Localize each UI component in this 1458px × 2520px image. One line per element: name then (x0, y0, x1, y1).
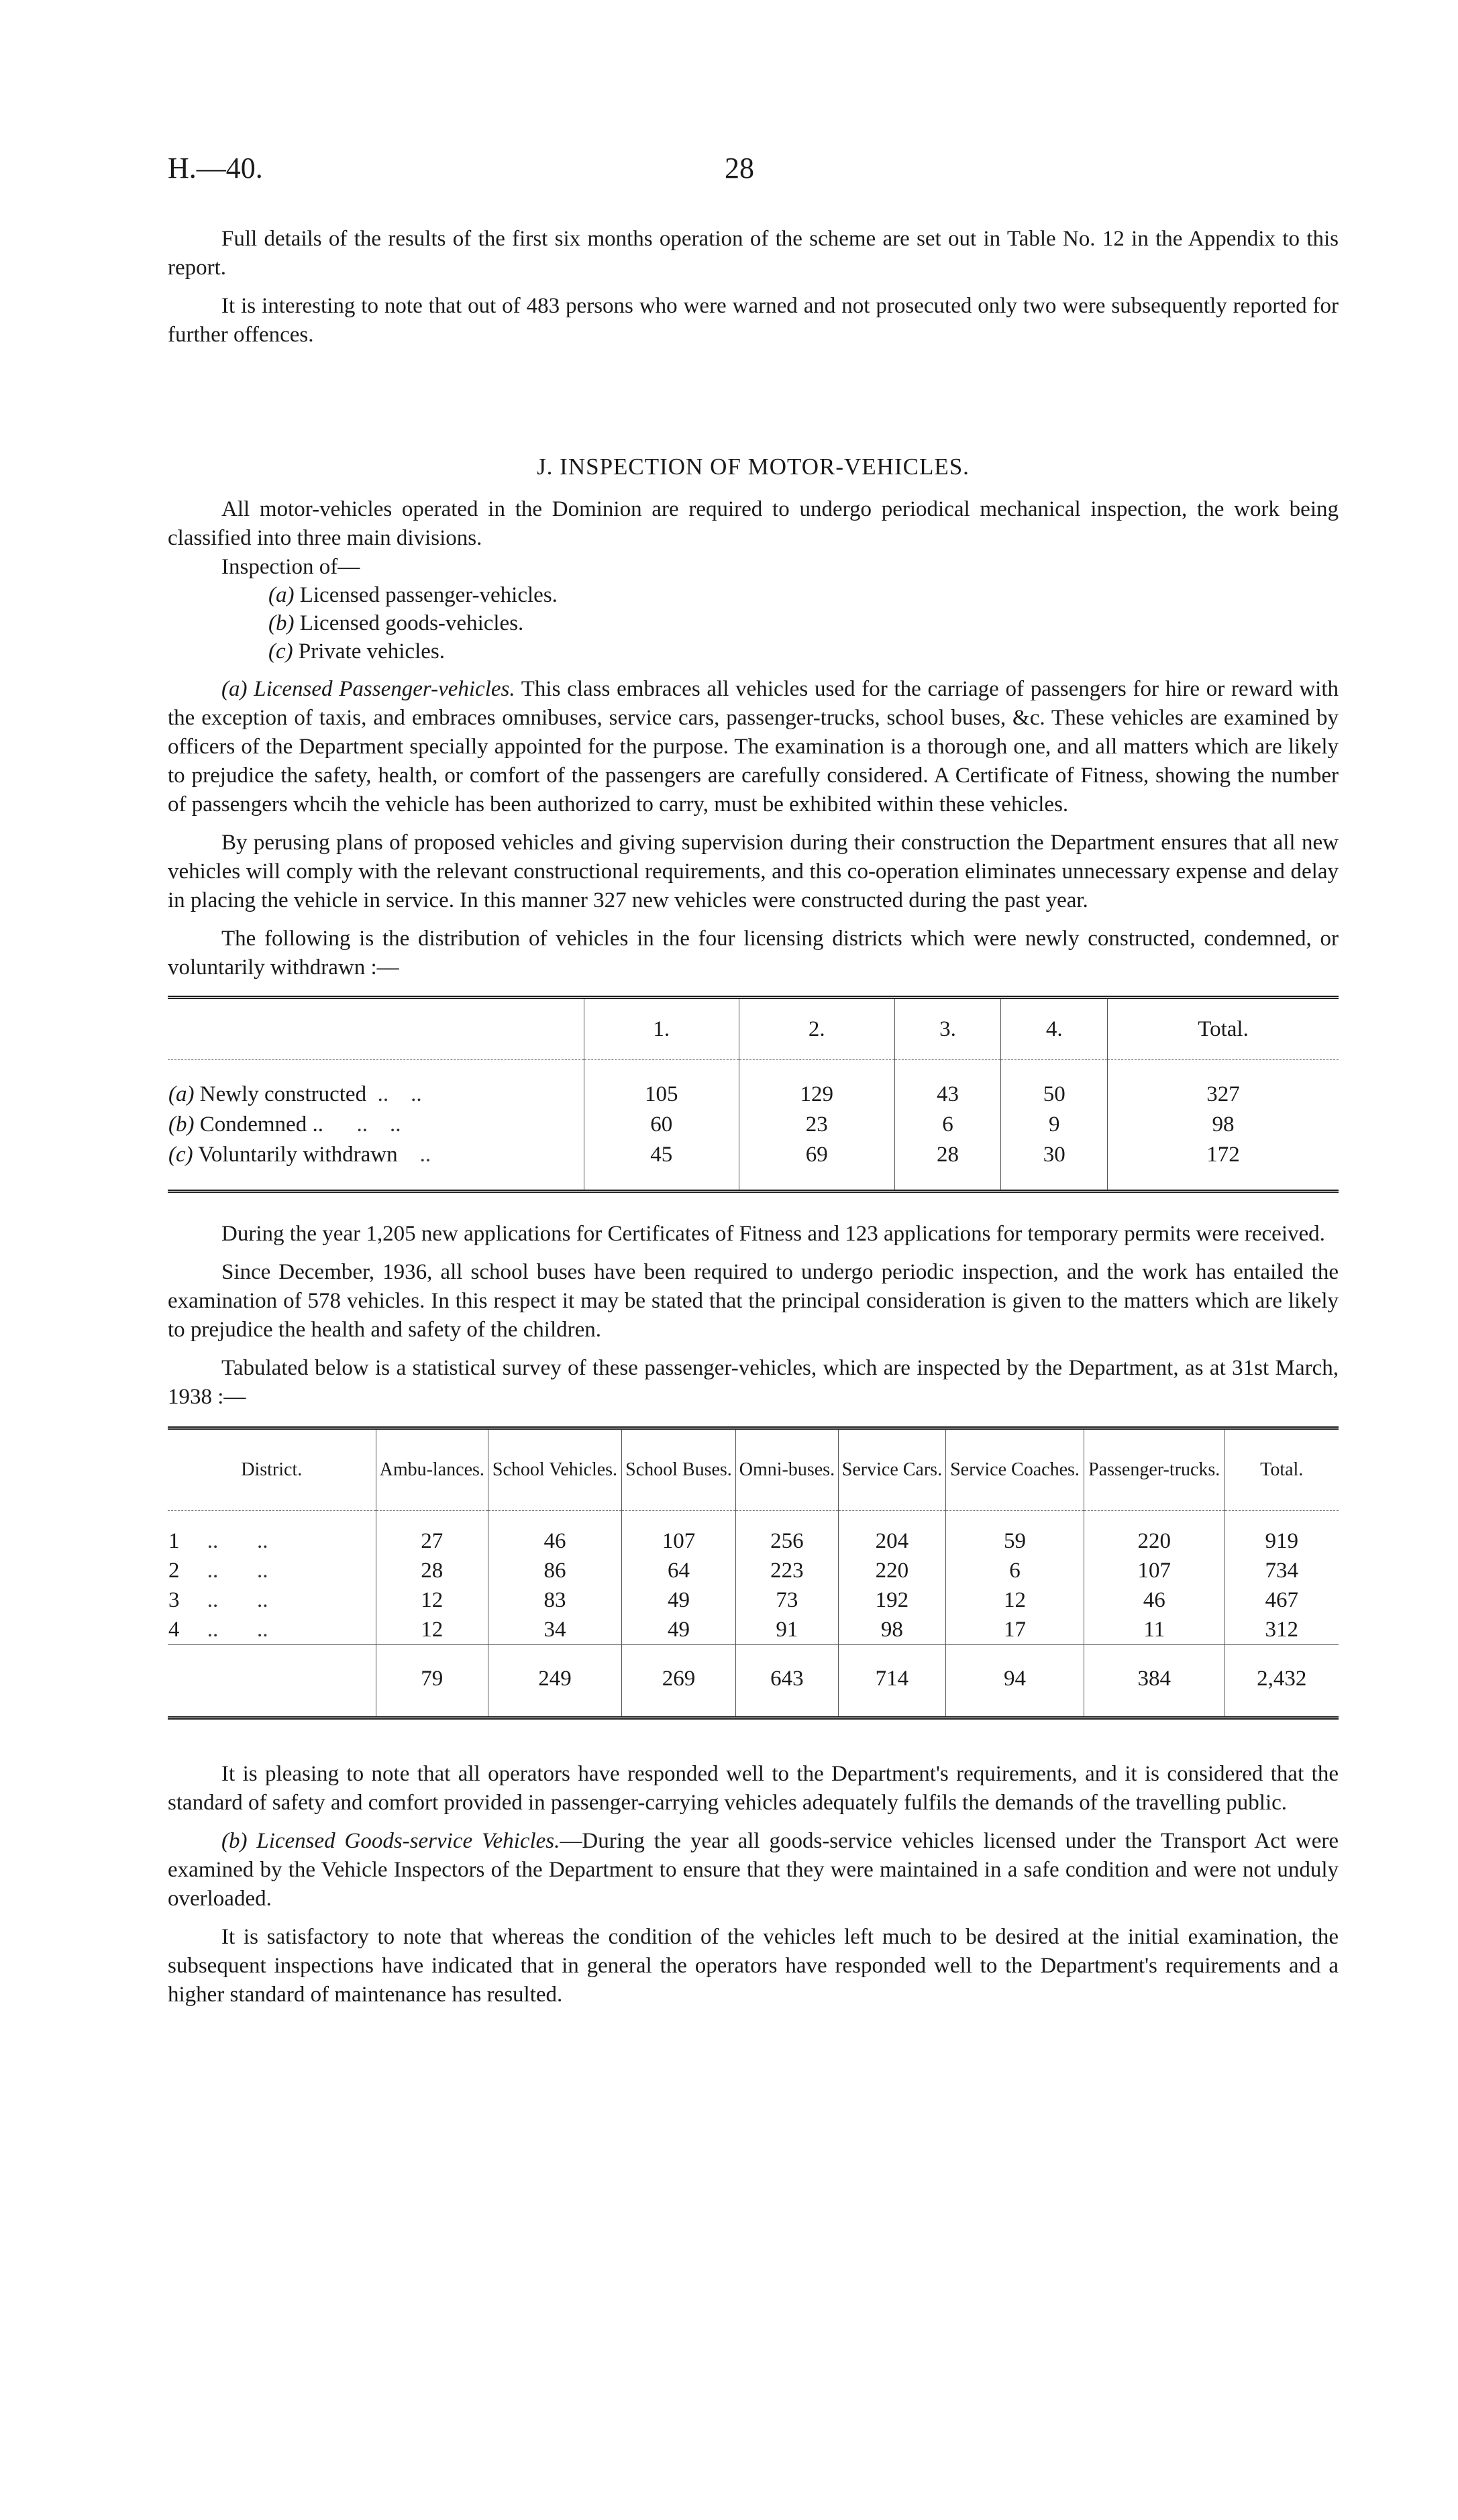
inspection-label: Inspection of— (221, 555, 360, 579)
applications-paragraph: During the year 1,205 new applications for Certificates of Fitness and 123 applications for temporary permits were received. (221, 1222, 1325, 1246)
table-row: (b) Condemned .. .. .. 60 23 6 9 98 (168, 1110, 1339, 1140)
section-heading: J. INSPECTION OF MOTOR-VEHICLES. (537, 454, 970, 480)
table-row: (a) Newly constructed .. .. 105 129 43 50 327 (168, 1060, 1339, 1110)
document-page (168, 151, 1339, 2009)
page-number: 28 (725, 152, 754, 185)
column-header: Ambu-lances. (376, 1428, 488, 1511)
final-paragraph: It is satisfactory to note that whereas the condition of the vehicles left much to be desired at the initial examination, the subsequent inspections have indicated that in general the operators have responded well to the Department's requirements and a higher standard of maintenance has resulted. (168, 1925, 1339, 2007)
distribution-intro: The following is the distribution of vehicles in the four licensing districts which were newly constructed, condemned, or voluntarily withdrawn :— (168, 927, 1339, 980)
district-distribution-table (168, 996, 1339, 1193)
column-header: School Buses. (621, 1428, 735, 1511)
page-header (168, 151, 1339, 225)
table-row: 2 .. .. 28 86 64 223 220 6 107 734 (168, 1556, 1339, 1585)
goods-vehicles-lead: (b) Licensed Goods-service Vehicles. (221, 1829, 560, 1853)
division-list (168, 581, 1339, 666)
totals-row: 79 249 269 643 714 94 384 2,432 (168, 1645, 1339, 1718)
perusing-paragraph: By perusing plans of proposed vehicles and giving supervision during their construction the Department ensures that all new vehicles will comply with the relevant constructional requirements, and this co-operation eliminates unnecessary expense and delay in placing the vehicle in service. In this manner 327 new vehicles were constructed during the past year. (168, 831, 1339, 912)
column-header: Total. (1225, 1428, 1339, 1511)
column-header: 2. (739, 998, 895, 1060)
passenger-vehicles-paragraph: (a) Licensed Passenger-vehicles. This class embraces all vehicles used for the carriage of passengers for hire or reward with the exception of taxis, and embraces omnibuses, service cars, passenger-trucks, school buses, &c. These vehicles are examined by officers of the Department specially appointed for the purpose. The examination is a thorough one, and all matters which are likely to prejudice the safety, health, or comfort of the passengers are carefully considered. A Certificate of Fitness, showing the number of passengers whcih the vehicle has been authorized to carry, must be exhibited within these vehicles. (168, 677, 1339, 817)
column-header: Passenger-trucks. (1084, 1428, 1225, 1511)
column-header: 4. (1001, 998, 1108, 1060)
intro-paragraph: It is interesting to note that out of 483 persons who were warned and not prosecuted only two were subsequently reported for further offences. (168, 294, 1339, 347)
tabulated-intro: Tabulated below is a statistical survey of these passenger-vehicles, which are inspected by the Department, as at 31st March, 1938 :— (168, 1356, 1339, 1409)
division-item: (a) Licensed passenger-vehicles. (268, 583, 558, 607)
table-row: 3 .. .. 12 83 49 73 192 12 46 467 (168, 1585, 1339, 1615)
table-row: 1 .. .. 27 46 107 256 204 59 220 919 (168, 1511, 1339, 1557)
passenger-vehicles-lead: (a) Licensed Passenger-vehicles. (221, 677, 515, 701)
column-header: 1. (584, 998, 739, 1060)
closing-paragraph: It is pleasing to note that all operators have responded well to the Department's requirements, and it is considered that the standard of safety and comfort provided in passenger-carrying vehicles adequately fulfils the demands of the travelling public. (168, 1762, 1339, 1815)
report-reference: H.—40. (168, 152, 263, 185)
column-header: Omni-buses. (736, 1428, 839, 1511)
table-row: 4 .. .. 12 34 49 91 98 17 11 312 (168, 1615, 1339, 1645)
division-item: (c) Private vehicles. (268, 639, 445, 664)
column-header: School Vehicles. (488, 1428, 622, 1511)
table-header-row (168, 998, 1339, 1060)
column-header: Service Cars. (838, 1428, 945, 1511)
column-header: Service Coaches. (946, 1428, 1084, 1511)
column-header: 3. (894, 998, 1001, 1060)
school-buses-paragraph: Since December, 1936, all school buses have been required to undergo periodic inspection, and the work has entailed the examination of 578 vehicles. In this respect it may be stated that the principal consideration is given to the matters which are likely to prejudice the health and safety of the children. (168, 1260, 1339, 1342)
table-row: (c) Voluntarily withdrawn .. 45 69 28 30 172 (168, 1140, 1339, 1192)
division-item: (b) Licensed goods-vehicles. (268, 611, 524, 635)
table-header-row (168, 1428, 1339, 1511)
column-header: Total. (1108, 998, 1339, 1060)
goods-vehicles-paragraph: (b) Licensed Goods-service Vehicles.—During the year all goods-service vehicles licensed under the Transport Act were examined by the Vehicle Inspectors of the Department to ensure that they were maintained in a safe condition and were not unduly overloaded. (168, 1829, 1339, 1911)
column-header: District. (168, 1428, 376, 1511)
passenger-vehicle-survey-table (168, 1426, 1339, 1720)
intro-paragraph: Full details of the results of the first six months operation of the scheme are set out in Table No. 12 in the Appendix to this report. (168, 227, 1339, 280)
section-intro: All motor-vehicles operated in the Dominion are required to undergo periodical mechanical inspection, the work being classified into three main divisions. (168, 497, 1339, 550)
